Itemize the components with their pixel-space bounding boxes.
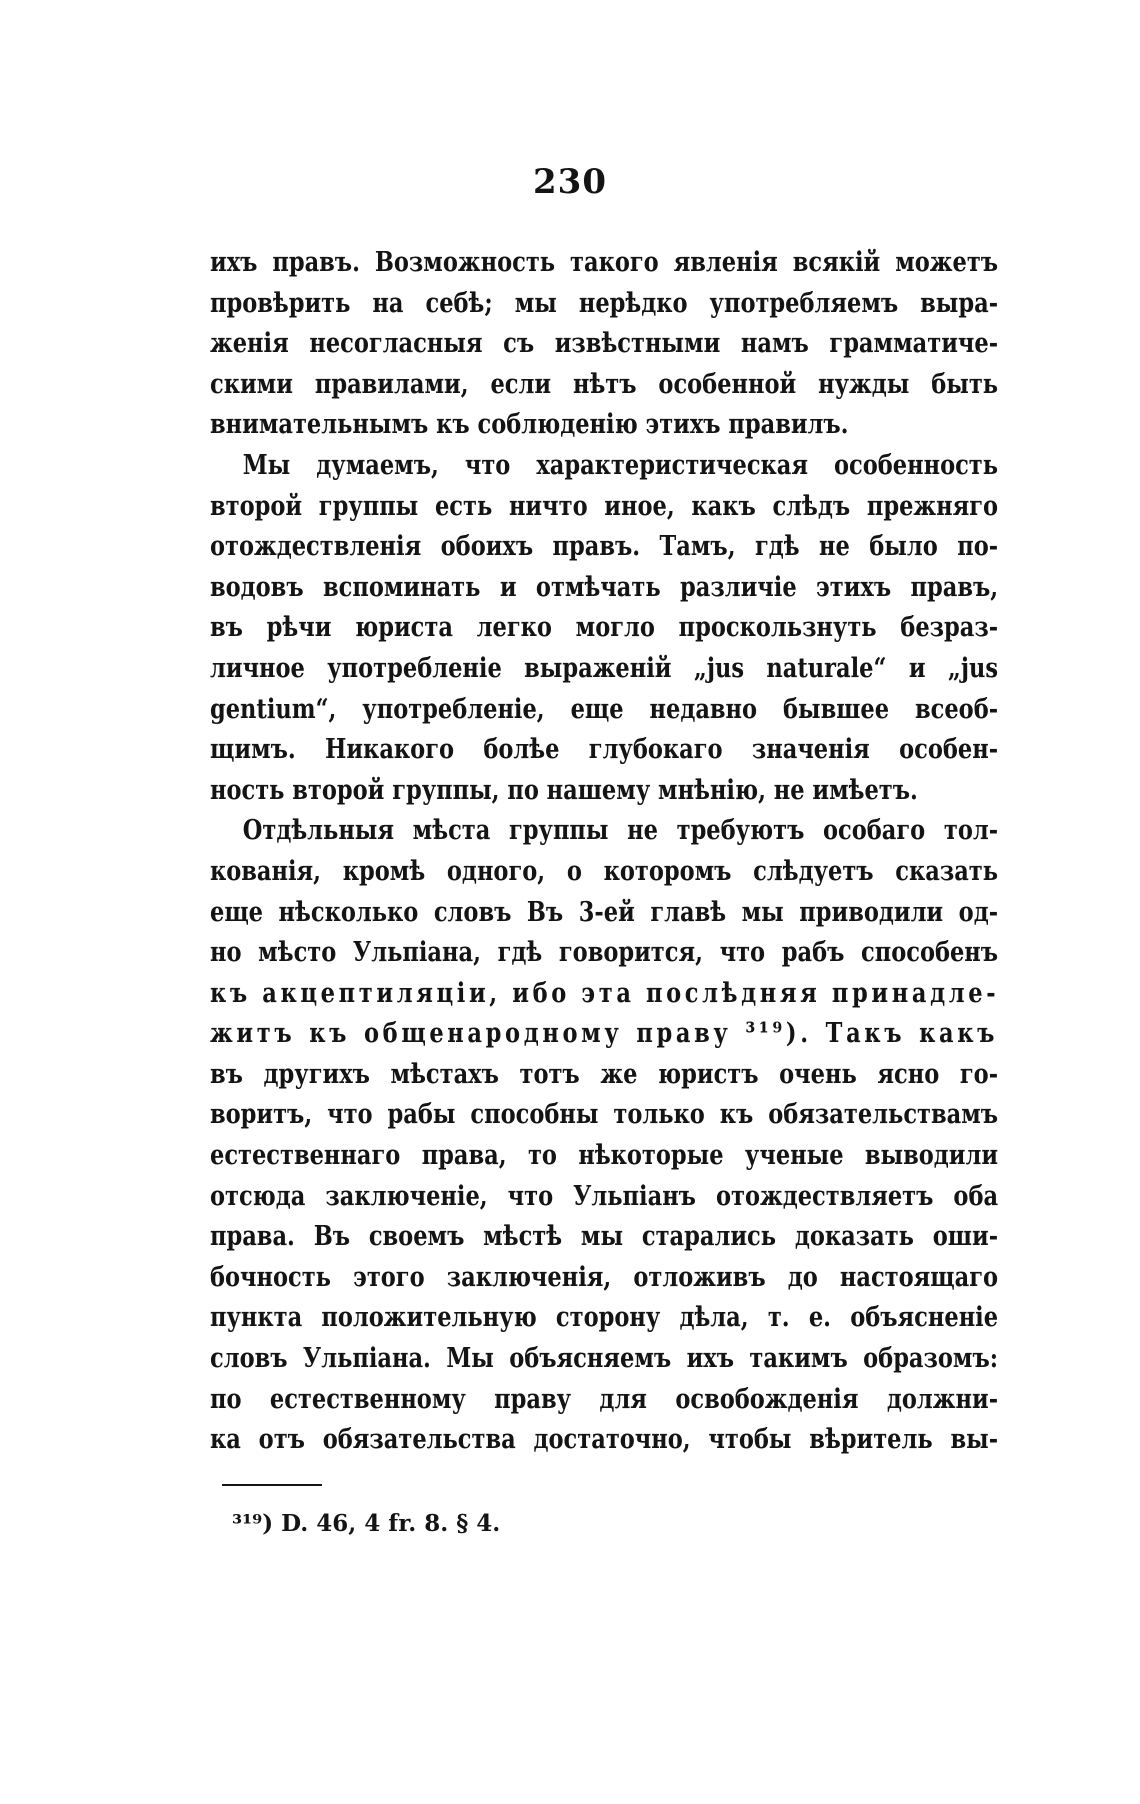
text-line: провѣрить на себѣ; мы нерѣдко употребляемъ выра- — [210, 286, 999, 319]
text-line: щимъ. Никакого болѣе глубокаго значенія особен- — [210, 733, 999, 766]
text-line: права. Въ своемъ мѣстѣ мы старались доказать оши- — [210, 1220, 999, 1253]
text-line: водовъ вспоминать и отмѣчать различіе этихъ правъ, — [210, 570, 999, 603]
footnote-marker: ³¹⁹) — [232, 1510, 274, 1537]
text-line: по естественному праву для освобожденія должни- — [210, 1382, 999, 1415]
text-line: ихъ правъ. Возможность такого явленія всякій можетъ — [210, 246, 999, 278]
text-line: къ акцептиляціи, ибо эта послѣдняя принадле- — [210, 976, 1000, 1009]
text-line: еще нѣсколько словъ Въ 3-ей главѣ мы приводили од- — [210, 895, 999, 928]
text-line: бочность этого заключенія, отложивъ до настоящаго — [210, 1260, 999, 1293]
text-line: женія несогласныя съ извѣстными намъ грамматиче- — [210, 327, 999, 360]
text-line: въ рѣчи юриста легко могло проскользнуть безраз- — [210, 611, 999, 644]
body-text — [210, 242, 998, 1460]
text-line: второй группы есть ничто иное, какъ слѣдъ прежняго — [210, 489, 999, 522]
text-line: воритъ, что рабы способны только къ обязательствамъ — [210, 1098, 999, 1131]
text-line: кованія, кромѣ одного, о которомъ слѣдуетъ сказать — [210, 854, 999, 887]
text-line: Мы думаемъ, что характеристическая особенность — [242, 448, 999, 481]
text-line: скими правилами, если нѣтъ особенной нужды быть — [210, 367, 999, 400]
text-line: ность второй группы, по нашему мнѣнію, не имѣетъ. — [210, 773, 918, 806]
footnote-text: D. 46, 4 fr. 8. § 4. — [281, 1510, 501, 1537]
text-line: словъ Ульпіана. Мы объясняемъ ихъ такимъ образомъ: — [210, 1342, 999, 1375]
text-line: Отдѣльныя мѣста группы не требуютъ особаго тол- — [242, 814, 999, 847]
footnote-rule — [222, 1484, 322, 1486]
text-line: gentium“, употребленіе, еще недавно бывшее всеоб- — [210, 692, 999, 725]
text-line: естественнаго права, то нѣкоторые ученые выводили — [210, 1139, 999, 1172]
text-line: въ другихъ мѣстахъ тотъ же юристъ очень ясно го- — [210, 1057, 999, 1090]
footnote — [232, 1510, 500, 1537]
text-line: но мѣсто Ульпіана, гдѣ говорится, что рабъ способенъ — [210, 936, 999, 969]
text-line: личное употребленіе выраженій „jus naturale“ и „jus — [210, 651, 999, 684]
text-line: отсюда заключеніе, что Ульпіанъ отождествляетъ оба — [210, 1179, 999, 1212]
page-number: 230 — [533, 162, 607, 202]
text-line: ка отъ обязательства достаточно, чтобы вѣритель вы- — [210, 1423, 999, 1456]
text-line: житъ къ общенародному праву ³¹⁹). Такъ какъ — [210, 1017, 999, 1050]
text-line: отождествленія обоихъ правъ. Тамъ, гдѣ не было по- — [210, 530, 999, 563]
text-line: внимательнымъ къ соблюденію этихъ правилъ. — [210, 408, 849, 441]
text-line: пункта положительную сторону дѣла, т. е. объясненіе — [210, 1301, 999, 1334]
